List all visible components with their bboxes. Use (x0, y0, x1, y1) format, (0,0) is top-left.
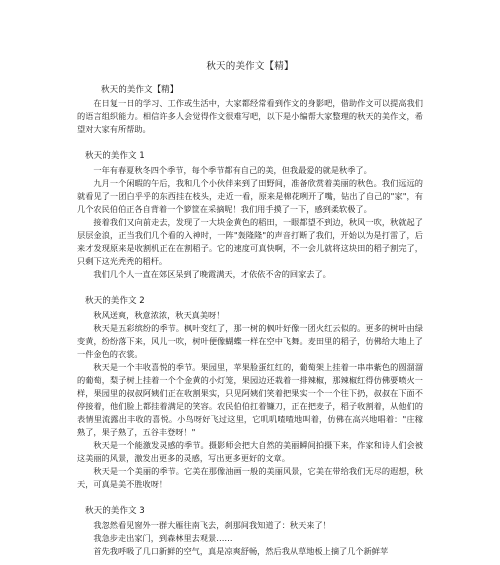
document-body (77, 84, 423, 558)
section-title: 秋天的美作文 1 (85, 151, 145, 161)
paragraph: 秋风送爽，秋意浓浓，秋天真美呀！ (93, 310, 225, 320)
intro-title: 秋天的美作文【精】 (101, 85, 179, 95)
paragraph: 我忽然看见窗外一群大雁往南飞去，刹那间我知道了：秋天来了！ (93, 520, 331, 530)
paragraph: 秋天是一个丰收喜悦的季节。果园里，苹果脸蛋红红的，葡萄架上挂着一串串紫色的圆溜溜的葡萄，梨子树上挂着一个个金黄的小灯笼，果园边还栽着一排辣椒，那辣椒红得仿佛要喷火一样，果园里的叔叔阿姨们正在收割果实，只见阿姨们笑着把果实一个一个往下扔，叔叔在下面不停接着，他们脸上都挂着满足的笑容。农民伯伯扛着镰刀，正在把麦子，稻子收割着，从他们的表情里流露出丰收的喜悦。小鸟呀好飞过这里，它叽叽喳喳地叫着，仿佛在高兴地唱着："庄稼熟了，果子熟了，五谷丰登呀！" (77, 362, 423, 437)
paragraph: 秋天是五彩缤纷的季节。枫叶变红了，那一树的枫叶好像一团火红云似的。更多的树叶由绿变黄，纷纷落下来，风儿一吹，树叶便像蝴蝶一样在空中飞舞。麦田里的稻子，仿佛给大地上了一件金色的衣裳。 (77, 323, 423, 359)
paragraph: 首先我呼吸了几口新鲜的空气，真是凉爽舒畅，然后我从草地板上摘了几个新鲜苹 (93, 546, 389, 556)
section-title: 秋天的美作文 2 (85, 296, 145, 306)
paragraph: 九月一个闲暇的午后，我和几个小伙伴来到了田野间，准备欣赏着美丽的秋色。我们远远的就看见了一团白乎乎的东西挂在枝头，走近一看，原来是棉花咧开了嘴，钻出了自己的"家"，有几个农民伯伯正各自背着一个箩筐在采摘呢！我们用手摸了一下，感到柔软极了。 (77, 178, 423, 214)
intro-block (77, 84, 423, 136)
paragraph: 我们几个人一直在郊区呆到了晚霞满天，才依依不舍的回家去了。 (93, 269, 331, 279)
paragraph: 我急步走出家门，到森林里去观景…… (93, 533, 233, 543)
paragraph: 秋天是一个美丽的季节。它美在那像油画一般的美丽风景，它美在带给我们无尽的遐想，秋天，可真是美不胜收呀！ (77, 466, 423, 489)
paragraph: 一年有春夏秋冬四个季节，每个季节都有自己的美，但我最爱的就是秋季了。 (93, 165, 372, 175)
intro-paragraph: 在日复一日的学习、工作或生活中，大家都经常看到作文的身影吧，借助作文可以提高我们的语言组织能力。相信许多人会觉得作文很难写吧，以下是小编帮大家整理的秋天的美作文，希望对大家有所帮助。 (77, 98, 423, 134)
paragraph: 秋天是一个能激发灵感的季节。摄影师会把大自然的美丽瞬间拍摄下来，作家和诗人们会被这美丽的风景，激发出更多的灵感，写出更多更好的文章。 (77, 440, 423, 463)
essay-section-2 (77, 295, 423, 491)
paragraph: 接着我们又向前走去，发现了一大块金黄色的稻田，一眼都望不到边，秋风一吹，秋就起了层层金浪，正当我们几个看的入神时，一阵"轰隆隆"的声音打断了我们，开始以为是打雷了，后来才发现原来是收割机正在在割稻子。它的速度可真快啊，不一会儿就将这块田的稻子割完了，只剩下这光秃秃的稻杆。 (77, 217, 423, 266)
essay-section-1 (77, 150, 423, 281)
document-title: 秋天的美作文【精】 (206, 61, 294, 72)
section-title: 秋天的美作文 3 (85, 506, 145, 516)
essay-section-3 (77, 505, 423, 558)
